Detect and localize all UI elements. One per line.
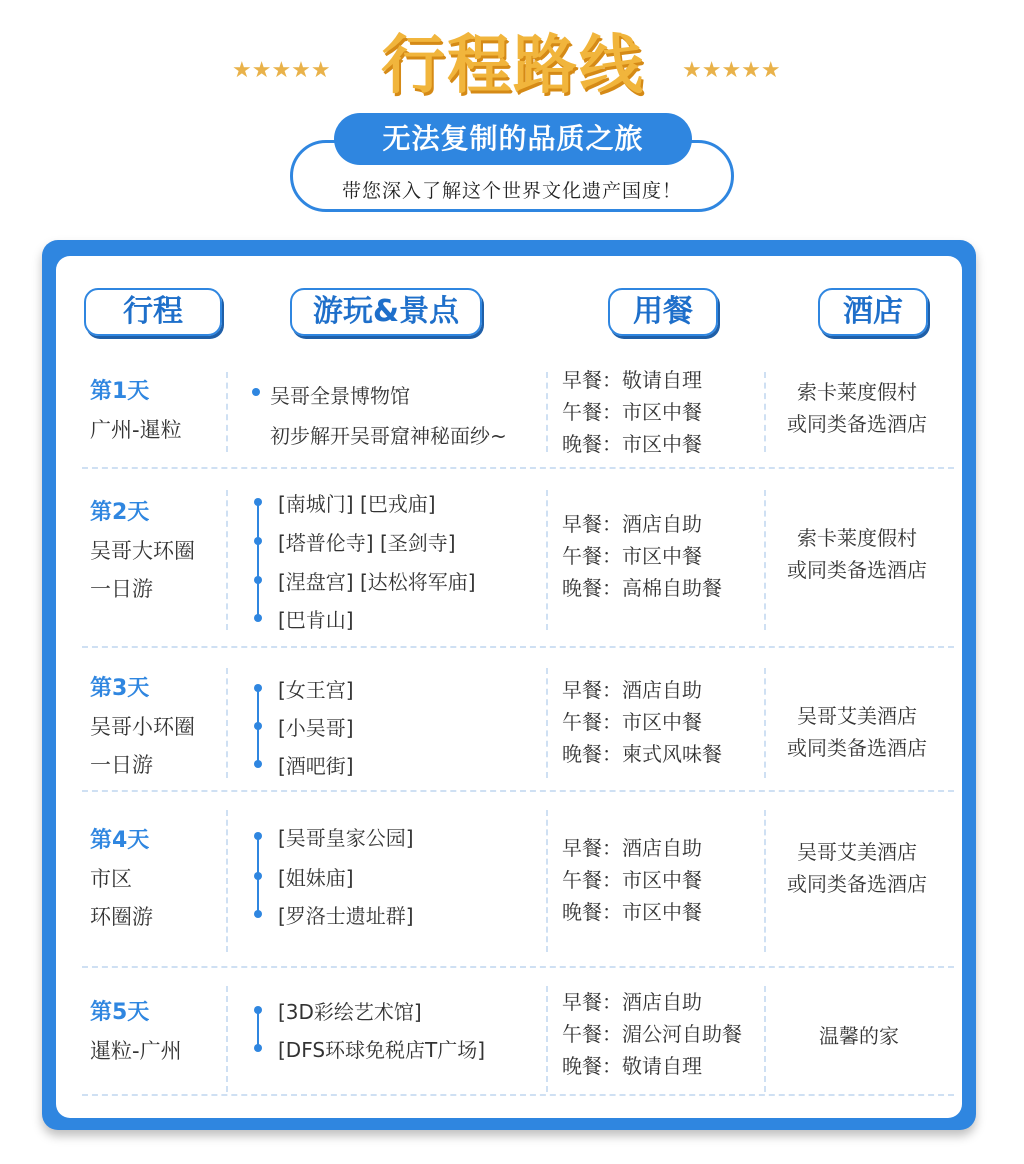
meal-breakfast: 早餐：酒店自助 xyxy=(562,512,702,536)
sight-item: [涅盘宫] [达松将军庙] xyxy=(278,570,476,594)
bullet-dot xyxy=(254,576,262,584)
sight-item: [姐妹庙] xyxy=(278,866,354,890)
meal-lunch: 午餐：市区中餐 xyxy=(562,544,702,568)
sight-item: [吴哥皇家公园] xyxy=(278,826,414,850)
meal-lunch: 午餐：市区中餐 xyxy=(562,868,702,892)
day-route: 一日游 xyxy=(90,577,153,601)
day-route: 吴哥小环圈 xyxy=(90,715,195,739)
col-divider xyxy=(226,490,228,630)
subtitle-pill: 无法复制的品质之旅 xyxy=(334,113,692,165)
meal-dinner: 晚餐：高棉自助餐 xyxy=(562,576,722,600)
hotel-name: 吴哥艾美酒店 xyxy=(797,704,917,728)
hotel-name: 索卡莱度假村 xyxy=(797,526,917,550)
day-route: 广州-暹粒 xyxy=(90,418,182,442)
bullet-dot xyxy=(254,722,262,730)
col-divider xyxy=(546,490,548,630)
column-header-meals: 用餐 xyxy=(608,288,718,336)
day-label: 第5天 xyxy=(90,1000,150,1025)
hotel-alt: 或同类备选酒店 xyxy=(787,558,927,582)
timeline-line xyxy=(257,502,259,618)
day-row-2-itinerary xyxy=(90,494,195,608)
col-divider xyxy=(226,986,228,1092)
meal-breakfast: 早餐：敬请自理 xyxy=(562,368,702,392)
meal-lunch: 午餐：市区中餐 xyxy=(562,710,702,734)
sight-item: [塔普伦寺] [圣剑寺] xyxy=(278,531,456,555)
stars-decoration-right: ★★★★★ xyxy=(682,58,781,83)
day-row-3-itinerary xyxy=(90,670,195,784)
sight-note: 初步解开吴哥窟神秘面纱~ xyxy=(270,424,507,448)
bullet-dot xyxy=(254,684,262,692)
sight-item: [3D彩绘艺术馆] xyxy=(278,1000,422,1024)
meal-dinner: 晚餐：市区中餐 xyxy=(562,900,702,924)
hotel-cell xyxy=(762,700,952,764)
day-route: 环圈游 xyxy=(90,905,153,929)
hotel-cell xyxy=(762,836,952,900)
hotel-alt: 或同类备选酒店 xyxy=(787,736,927,760)
sight-item: [巴肯山] xyxy=(278,608,354,632)
col-divider xyxy=(546,810,548,952)
meal-breakfast: 早餐：酒店自助 xyxy=(562,836,702,860)
meal-dinner: 晚餐：柬式风味餐 xyxy=(562,742,722,766)
bullet-dot xyxy=(254,1044,262,1052)
day-route: 市区 xyxy=(90,867,132,891)
stars-decoration-left: ★★★★★ xyxy=(232,58,331,83)
col-divider xyxy=(226,372,228,452)
day-route: 吴哥大环圈 xyxy=(90,539,195,563)
day-row-5-itinerary xyxy=(90,994,182,1070)
bullet-dot xyxy=(254,832,262,840)
bullet-dot xyxy=(254,537,262,545)
hotel-name: 索卡莱度假村 xyxy=(797,380,917,404)
day-label: 第1天 xyxy=(90,379,150,404)
day-label: 第4天 xyxy=(90,828,150,853)
sight-item: 吴哥全景博物馆 xyxy=(270,384,410,408)
sight-item: [小吴哥] xyxy=(278,716,354,740)
bullet-dot xyxy=(254,872,262,880)
hotel-cell xyxy=(762,376,952,440)
meal-breakfast: 早餐：酒店自助 xyxy=(562,990,702,1014)
col-divider xyxy=(226,668,228,778)
sight-item: [南城门] [巴戎庙] xyxy=(278,492,436,516)
hotel-alt: 或同类备选酒店 xyxy=(787,412,927,436)
bullet-dot xyxy=(254,910,262,918)
hotel-cell xyxy=(762,522,952,586)
day-route: 暹粒-广州 xyxy=(90,1039,182,1063)
column-header-itinerary: 行程 xyxy=(84,288,222,336)
meal-lunch: 午餐：湄公河自助餐 xyxy=(562,1022,742,1046)
row-divider xyxy=(82,467,954,469)
page-title: 行程路线 xyxy=(381,29,645,103)
col-divider xyxy=(226,810,228,952)
sight-item: [女王宫] xyxy=(278,678,354,702)
title-row xyxy=(0,14,1024,103)
day-label: 第3天 xyxy=(90,676,150,701)
bullet-dot xyxy=(254,760,262,768)
row-divider xyxy=(82,966,954,968)
row-divider xyxy=(82,790,954,792)
meal-lunch: 午餐：市区中餐 xyxy=(562,400,702,424)
column-header-sights: 游玩&景点 xyxy=(290,288,482,336)
hotel-alt: 或同类备选酒店 xyxy=(787,872,927,896)
day-label: 第2天 xyxy=(90,500,150,525)
day-row-1-itinerary xyxy=(90,376,182,446)
hotel-name: 吴哥艾美酒店 xyxy=(797,840,917,864)
meal-breakfast: 早餐：酒店自助 xyxy=(562,678,702,702)
meal-dinner: 晚餐：敬请自理 xyxy=(562,1054,702,1078)
bullet-dot xyxy=(252,388,260,396)
sight-item: [DFS环球免税店T广场] xyxy=(278,1038,486,1062)
bullet-dot xyxy=(254,614,262,622)
sight-item: [酒吧街] xyxy=(278,754,354,778)
sight-item: [罗洛士遗址群] xyxy=(278,904,414,928)
hotel-cell xyxy=(764,1020,954,1052)
row-divider xyxy=(82,1094,954,1096)
tagline-text: 带您深入了解这个世界文化遗产国度！ xyxy=(341,180,682,202)
row-divider xyxy=(82,646,954,648)
bullet-dot xyxy=(254,498,262,506)
day-route: 一日游 xyxy=(90,753,153,777)
col-divider xyxy=(546,372,548,452)
bullet-dot xyxy=(254,1006,262,1014)
hotel-name: 温馨的家 xyxy=(819,1024,899,1048)
meal-dinner: 晚餐：市区中餐 xyxy=(562,432,702,456)
col-divider xyxy=(546,668,548,778)
col-divider xyxy=(546,986,548,1092)
day-row-4-itinerary xyxy=(90,822,153,936)
column-header-hotel: 酒店 xyxy=(818,288,928,336)
timeline-line xyxy=(257,1010,259,1048)
